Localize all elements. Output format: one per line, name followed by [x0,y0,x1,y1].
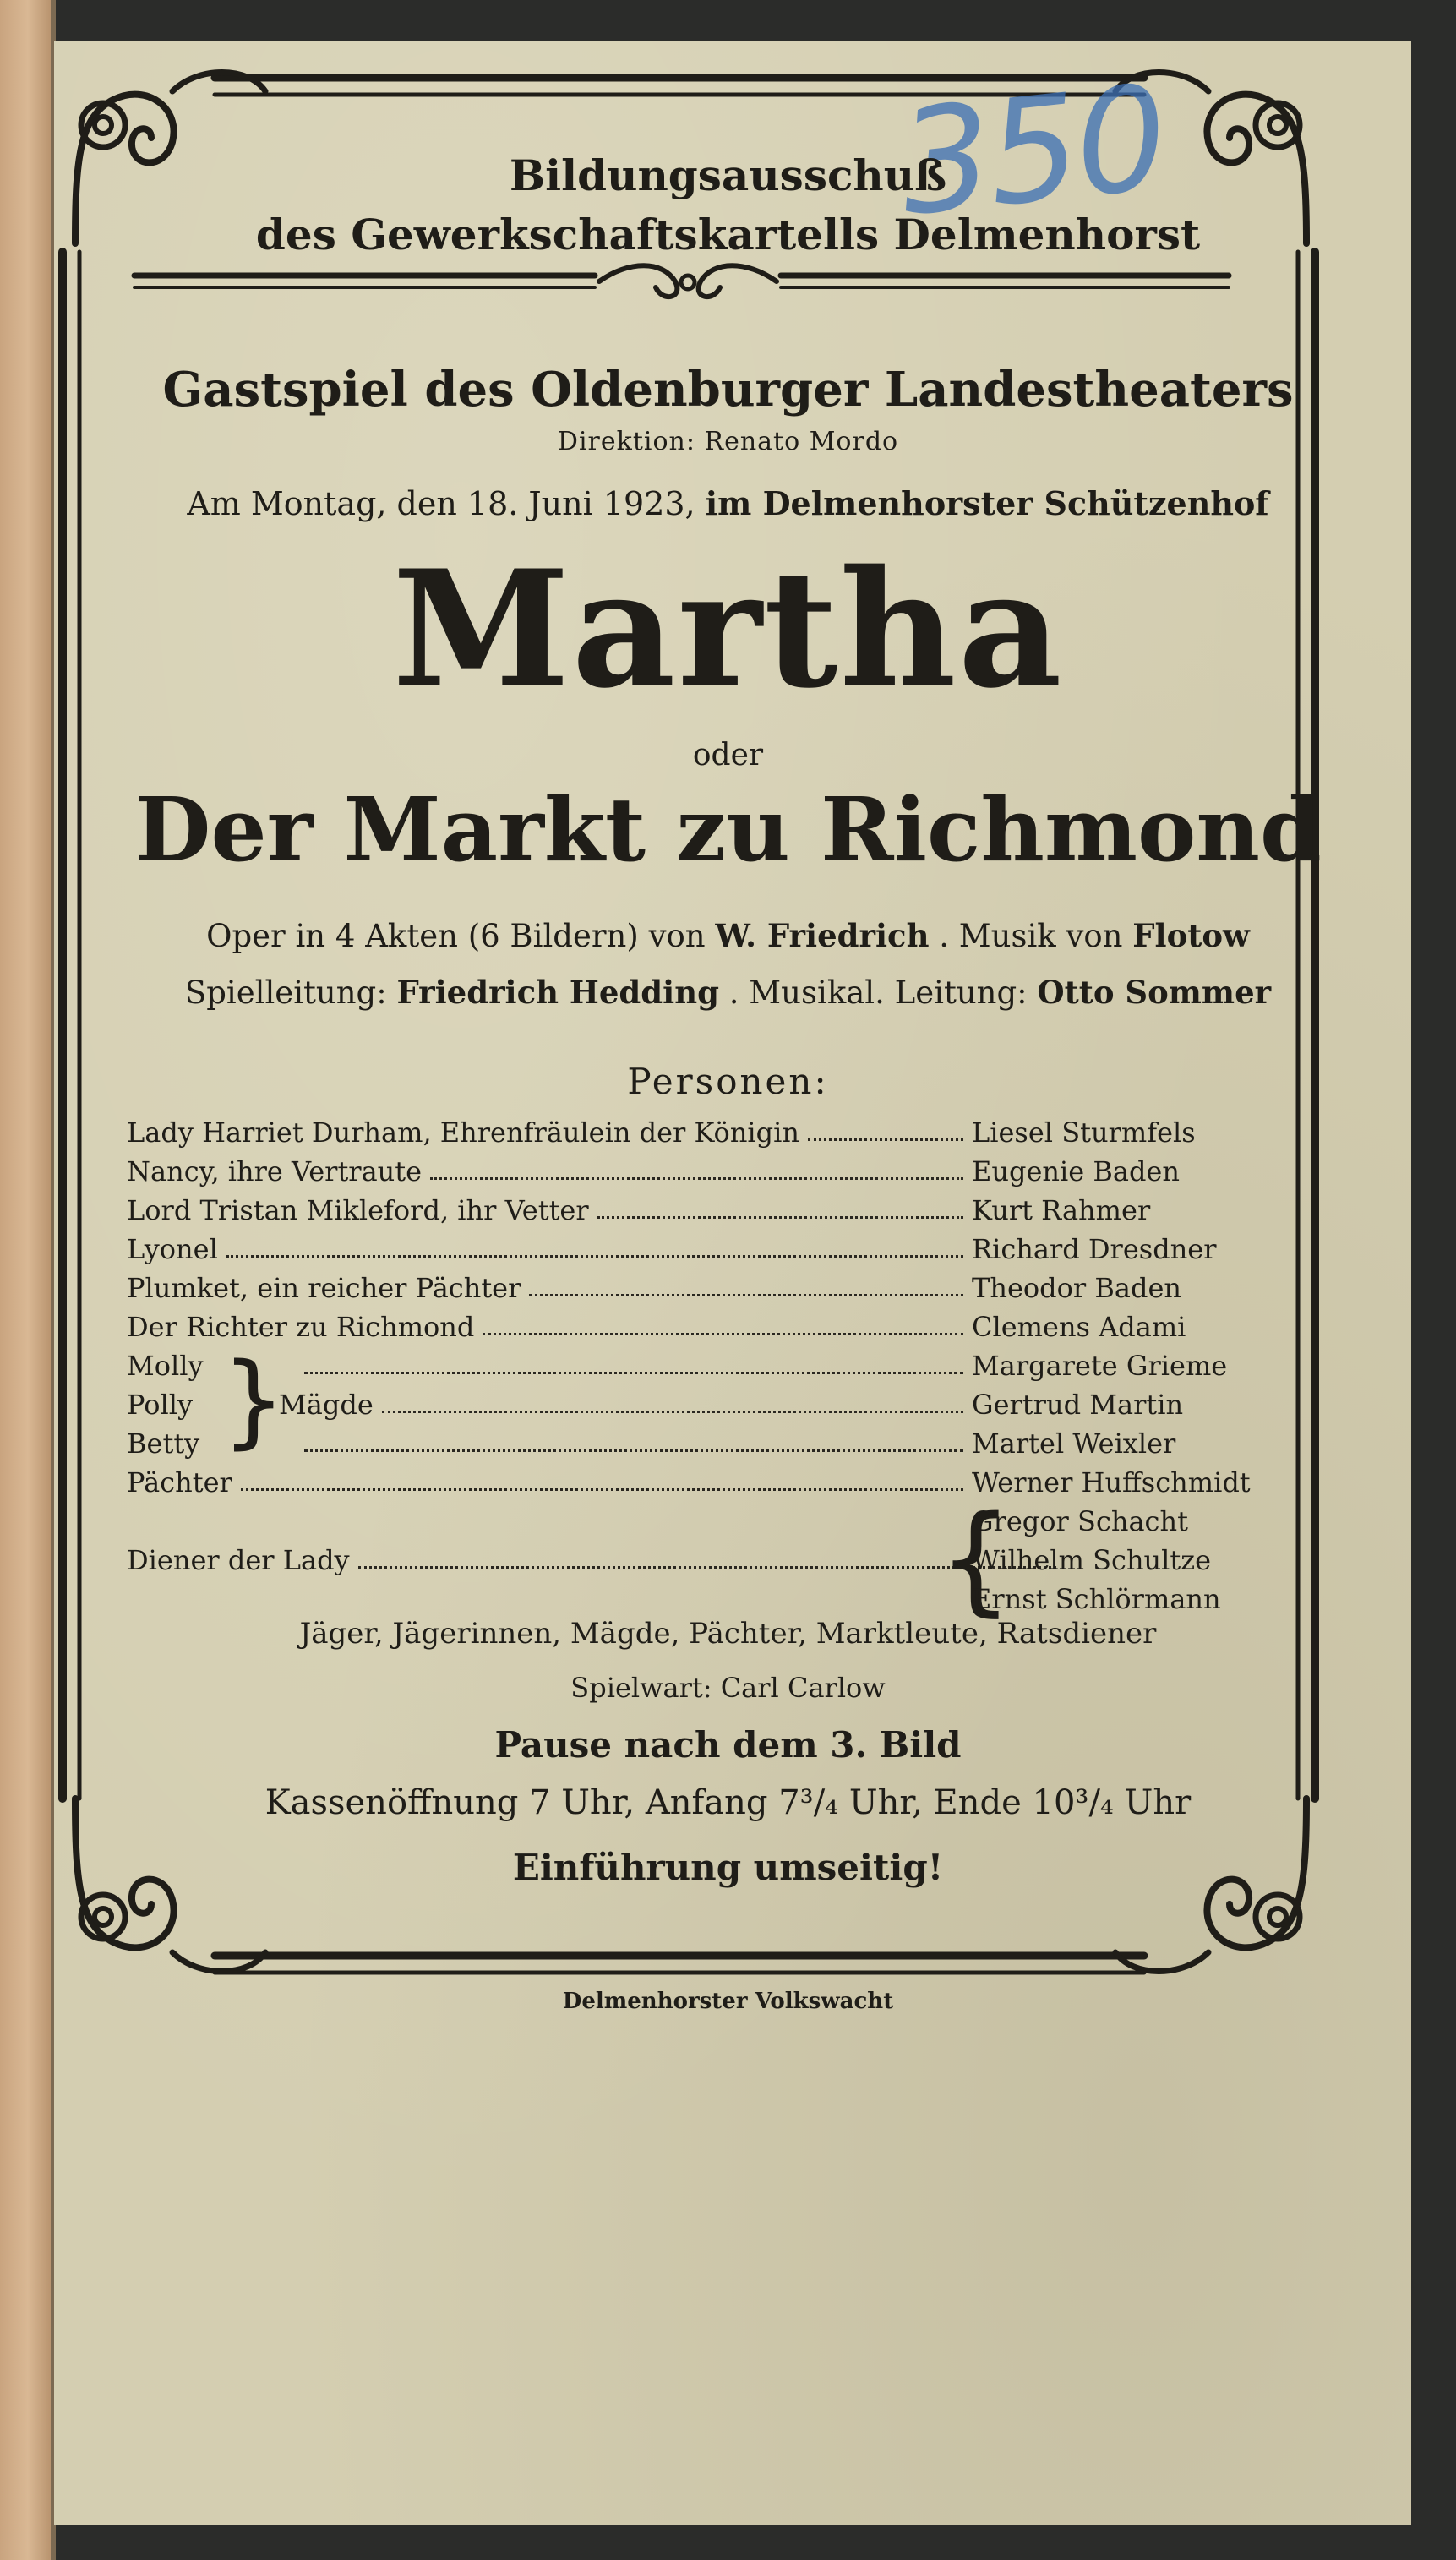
stage-manager-line: Spielwart: Carl Carlow [570,1672,886,1704]
conductor: Otto Sommer [1037,974,1272,1011]
maid-name: Polly [127,1389,194,1421]
actor-name: Richard Dresdner [972,1233,1217,1265]
librettist: W. Friedrich [715,917,930,954]
credits-line-2 [0,974,1456,1011]
title-connector: oder [692,738,764,772]
maids-group-label: Mägde [279,1389,374,1421]
brace-symbol: { [938,1491,1014,1629]
leader-dots [808,1114,963,1141]
cast-row [127,1192,1225,1229]
music-prefix: . Musik von [939,918,1123,954]
leader-dots [226,1231,963,1258]
guest-performance-line: Gastspiel des Oldenburger Landestheaters [162,362,1294,418]
staging-prefix: Spielleitung: [184,974,387,1011]
maid-row [296,1347,1228,1384]
pause-note: Pause nach dem 3. Bild [494,1724,962,1766]
maid-name: Molly [127,1350,204,1382]
actor-name: Margarete Grieme [972,1350,1228,1382]
leader-dots [304,1347,963,1374]
maid-row [279,1386,1225,1423]
servant-actor: Wilhelm Schultze [972,1544,1212,1576]
leader-dots [241,1464,963,1491]
leader-dots [304,1425,963,1452]
actor-name: Martel Weixler [972,1427,1176,1460]
leader-dots [430,1153,963,1180]
actor-name: Clemens Adami [972,1311,1186,1343]
role-name: Lady Harriet Durham, Ehrenfräulein der Königin [127,1116,799,1149]
brace-symbol: } [221,1342,286,1460]
role-name: Der Richter zu Richmond [127,1311,475,1343]
servant-actor: Gregor Schacht [972,1505,1188,1537]
credits-line-1 [0,917,1456,954]
actor-name: Kurt Rahmer [972,1194,1151,1226]
cast-row [127,1464,1251,1501]
cast-row [127,1153,1225,1190]
opera-title: Martha [392,535,1064,723]
printer-credit: Delmenhorster Volkswacht [562,1989,894,2014]
handwritten-number: 350 [892,54,1172,248]
role-name: Lyonel [127,1233,218,1265]
opera-description: Oper in 4 Akten (6 Bildern) von [206,918,706,954]
cast-row [127,1308,1225,1346]
role-name: Pächter [127,1466,232,1498]
actor-name: Werner Huffschmidt [972,1466,1251,1498]
stage-director: Friedrich Hedding [396,974,719,1011]
maid-name: Betty [127,1427,200,1460]
direction-line: Direktion: Renato Mordo [557,427,899,456]
leader-dots [382,1386,963,1413]
header-line-2: des Gewerkschaftskartells Delmenhorst [255,210,1201,259]
introduction-note: Einführung umseitig! [512,1847,944,1888]
times-line: Kassenöffnung 7 Uhr, Anfang 7³/₄ Uhr, Ende 10³/₄ Uhr [264,1783,1192,1822]
actor-name: Eugenie Baden [972,1155,1180,1187]
venue-text: im Delmenhorster Schützenhof [705,484,1269,522]
leader-dots [597,1192,963,1219]
date-venue-line [0,484,1456,522]
role-name: Lord Tristan Mikleford, ihr Vetter [127,1194,589,1226]
actor-name: Theodor Baden [972,1272,1181,1304]
cast-heading: Personen: [627,1061,829,1102]
chorus-line: Jäger, Jägerinnen, Mägde, Pächter, Marktleute, Ratsdiener [299,1617,1157,1651]
header-line-1: Bildungsausschuß [509,150,947,200]
servants-row [127,1542,1065,1579]
date-text: Am Montag, den 18. Juni 1923, [187,485,695,522]
cast-row [127,1269,1225,1307]
maid-row [296,1425,1225,1462]
leader-dots [529,1269,963,1296]
actor-name: Liesel Sturmfels [972,1116,1196,1149]
servant-actor: Ernst Schlörmann [972,1583,1221,1615]
leader-dots [483,1308,963,1335]
role-name: Nancy, ihre Vertraute [127,1155,423,1187]
role-name: Plumket, ein reicher Pächter [127,1272,521,1304]
musical-prefix: . Musikal. Leitung: [728,974,1028,1011]
cast-row [127,1231,1225,1268]
actor-name: Gertrud Martin [972,1389,1184,1421]
composer: Flotow [1132,917,1250,954]
role-name: Diener der Lady [127,1544,350,1576]
opera-subtitle: Der Markt zu Richmond [134,778,1322,882]
cast-row [127,1114,1225,1151]
